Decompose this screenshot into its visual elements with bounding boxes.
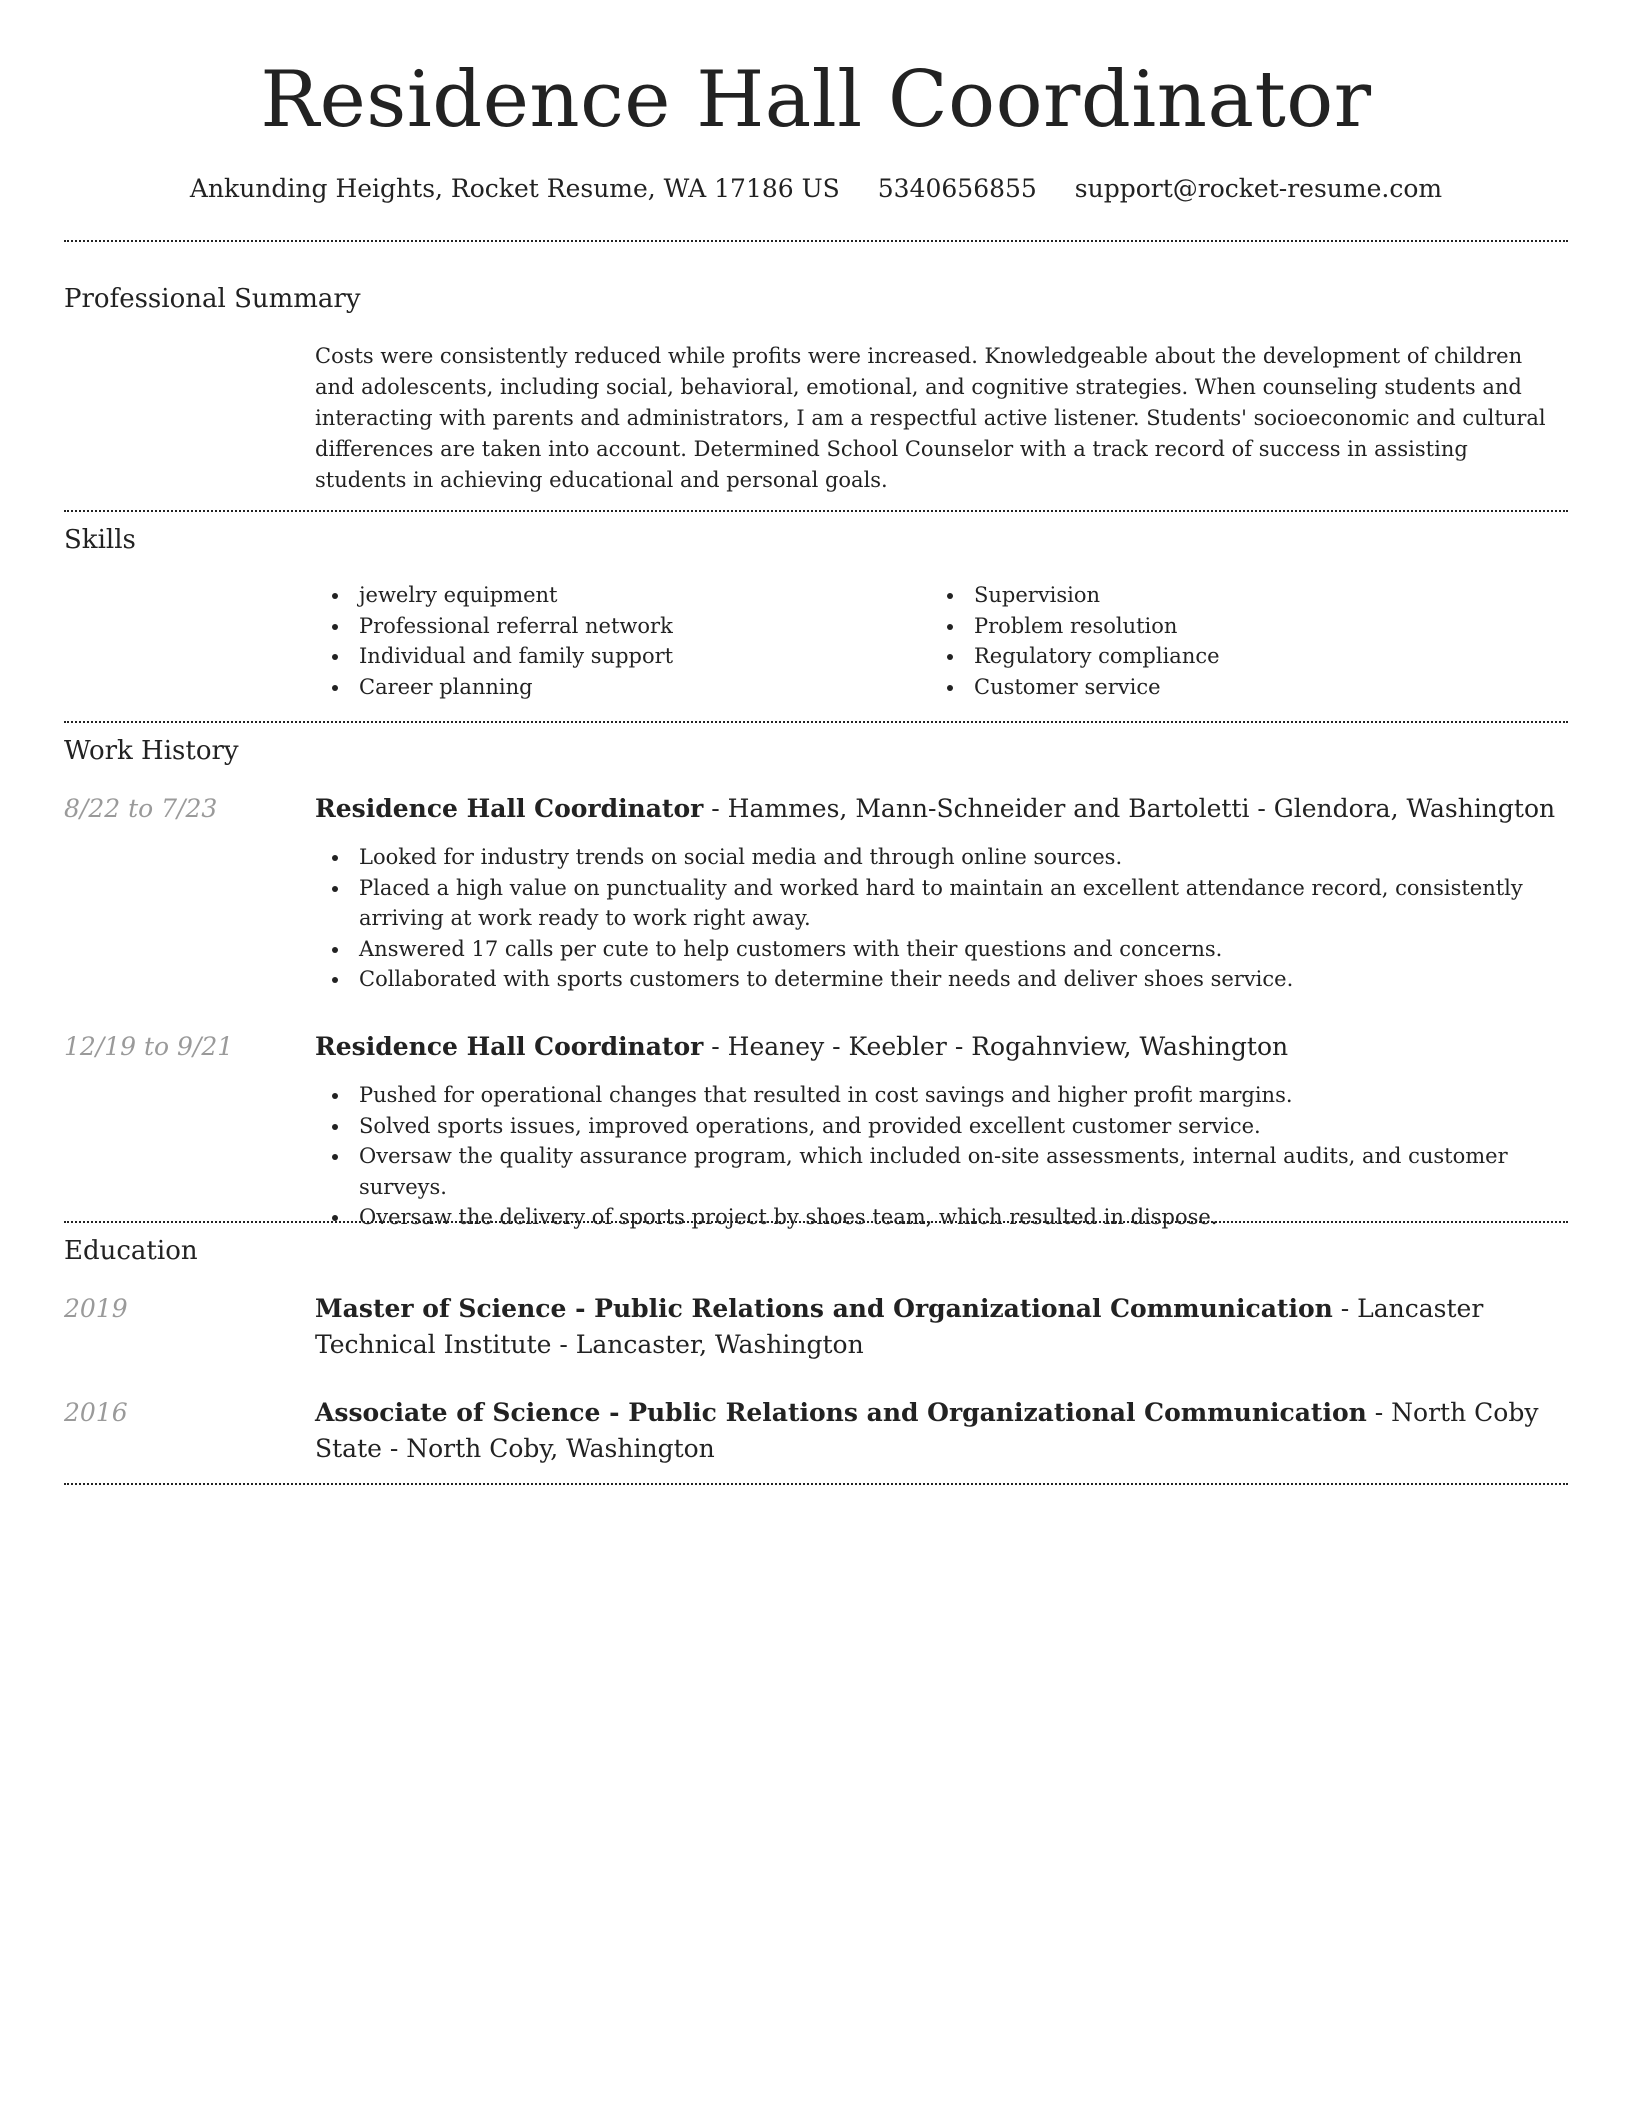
job-title: Residence Hall Coordinator	[315, 794, 704, 823]
job-employer-location: - Heaney - Keebler - Rogahnview, Washington	[703, 1032, 1289, 1061]
school-location: - Lancaster Technical Institute - Lancaster, Washington	[315, 1294, 1484, 1359]
education-year: 2016	[64, 1398, 128, 1427]
contact-phone: 5340656855	[877, 174, 1037, 203]
duty-item: Collaborated with sports customers to determine their needs and deliver shoes service.	[315, 964, 1565, 995]
duty-item: Answered 17 calls per cute to help customers with their questions and concerns.	[315, 934, 1565, 965]
divider	[64, 1483, 1568, 1485]
job-duties	[315, 1080, 1565, 1233]
job-employer-location: - Hammes, Mann-Schneider and Bartoletti - Glendora, Washington	[703, 794, 1556, 823]
skills-list-right	[930, 580, 1530, 702]
job-duties	[315, 842, 1565, 995]
school-location: - North Coby State - North Coby, Washington	[315, 1398, 1539, 1463]
candidate-name: Residence Hall Coordinator	[260, 55, 1372, 145]
job-dates: 12/19 to 9/21	[64, 1032, 234, 1061]
education-year: 2019	[64, 1294, 128, 1323]
skill-item: Professional referral network	[315, 611, 875, 642]
skills-list-left	[315, 580, 875, 702]
job-dates: 8/22 to 7/23	[64, 794, 218, 823]
section-title-summary: Professional Summary	[64, 284, 361, 314]
education-entry	[315, 1291, 1565, 1363]
job-header	[315, 1029, 1565, 1065]
divider	[64, 1221, 1568, 1223]
education-entry	[315, 1395, 1565, 1467]
duty-item: Oversaw the delivery of sports project by shoes team, which resulted in dispose.	[315, 1202, 1565, 1233]
duty-item: Looked for industry trends on social media and through online sources.	[315, 842, 1565, 873]
divider	[64, 240, 1568, 242]
skill-item: Supervision	[930, 580, 1530, 611]
degree: Master of Science - Public Relations and Organizational Communication	[315, 1294, 1333, 1323]
skill-item: Career planning	[315, 672, 875, 703]
divider	[64, 721, 1568, 723]
contact-email: support@rocket-resume.com	[1074, 174, 1443, 203]
duty-item: Placed a high value on punctuality and worked hard to maintain an excellent attendance record, consistently arriving at work ready to work right away.	[315, 873, 1565, 934]
job-title: Residence Hall Coordinator	[315, 1032, 704, 1061]
skill-item: Regulatory compliance	[930, 641, 1530, 672]
divider	[64, 510, 1568, 512]
skill-item: Problem resolution	[930, 611, 1530, 642]
skill-item: Customer service	[930, 672, 1530, 703]
contact-address: Ankunding Heights, Rocket Resume, WA 17186 US	[189, 174, 840, 203]
duty-item: Pushed for operational changes that resulted in cost savings and higher profit margins.	[315, 1080, 1565, 1111]
duty-item: Solved sports issues, improved operations, and provided excellent customer service.	[315, 1111, 1565, 1142]
degree: Associate of Science - Public Relations and Organizational Communication	[315, 1398, 1367, 1427]
section-title-work-history: Work History	[64, 736, 239, 766]
skill-item: jewelry equipment	[315, 580, 875, 611]
skill-item: Individual and family support	[315, 641, 875, 672]
summary-text: Costs were consistently reduced while profits were increased. Knowledgeable about the development of children and adolescents, including social, behavioral, emotional, and cognitive strategies. When counseling students and interacting with parents and administrators, I am a respectful active listener. Students' socioeconomic and cultural differences are taken into account. Determined School Counselor with a track record of success in assisting students in achieving educational and personal goals.	[315, 344, 1546, 492]
contact-line	[0, 172, 1632, 206]
duty-item: Oversaw the quality assurance program, which included on-site assessments, internal audits, and customer surveys.	[315, 1141, 1565, 1202]
section-title-skills: Skills	[64, 525, 136, 555]
job-header	[315, 791, 1565, 827]
section-title-education: Education	[64, 1236, 198, 1266]
